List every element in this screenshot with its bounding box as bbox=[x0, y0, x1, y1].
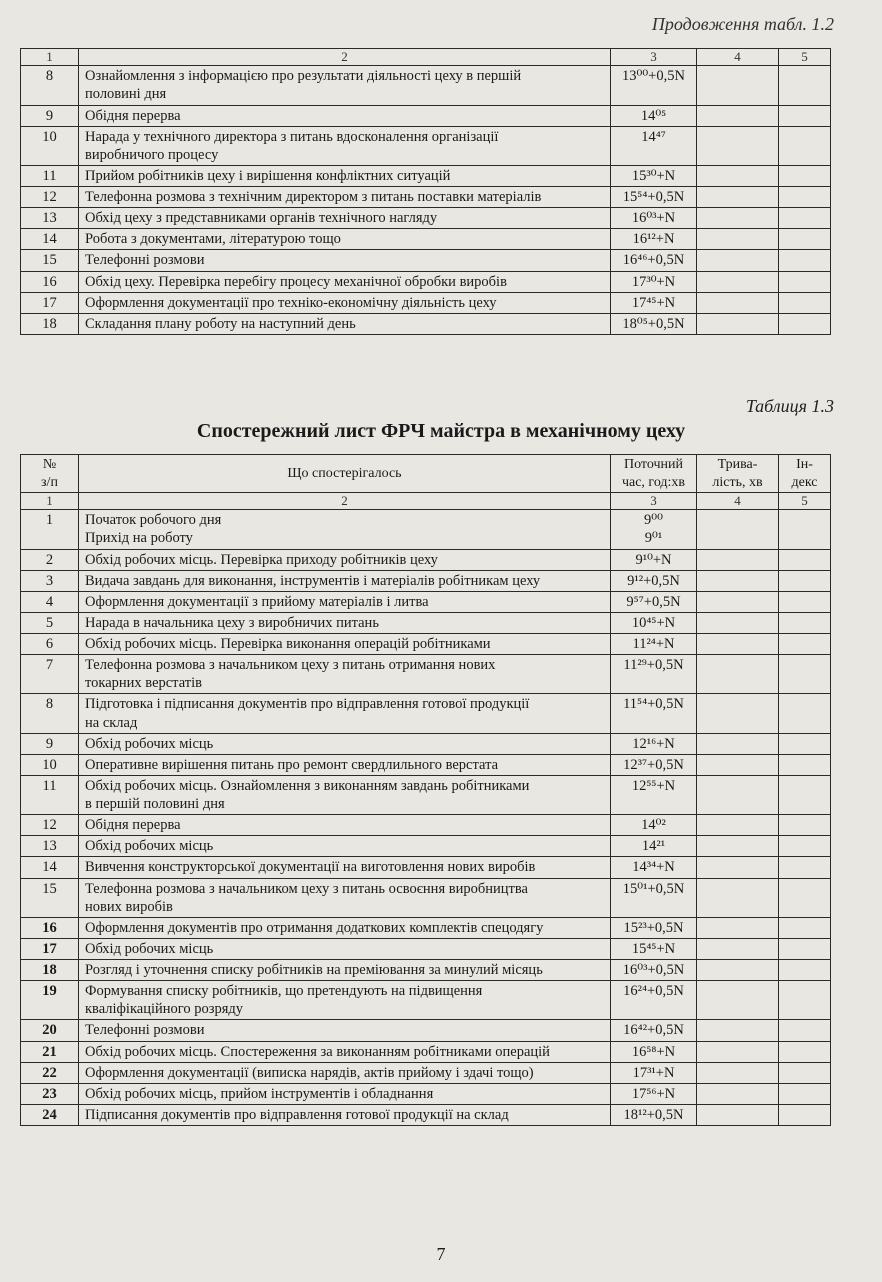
row-index bbox=[779, 981, 831, 1020]
row-number: 11 bbox=[21, 775, 79, 814]
row-number: 1 bbox=[21, 510, 79, 549]
row-duration bbox=[697, 105, 779, 126]
row-number: 10 bbox=[21, 126, 79, 165]
table-caption: Таблиця 1.3 bbox=[745, 396, 834, 416]
row-time: 17⁵⁶+N bbox=[611, 1083, 697, 1104]
row-number: 16 bbox=[21, 271, 79, 292]
row-time: 15⁴⁵+N bbox=[611, 938, 697, 959]
row-duration bbox=[697, 271, 779, 292]
row-time: 12¹⁶+N bbox=[611, 733, 697, 754]
table-row bbox=[21, 570, 831, 591]
row-description: Обхід робочих місць. Спостереження за виконанням робітниками операцій bbox=[79, 1041, 611, 1062]
table-row bbox=[21, 1062, 831, 1083]
row-duration bbox=[697, 694, 779, 733]
row-time: 10⁴⁵+N bbox=[611, 612, 697, 633]
row-time: 12³⁷+0,5N bbox=[611, 754, 697, 775]
row-description: Вивчення конструкторської документації на виготовлення нових виробів bbox=[79, 857, 611, 878]
row-duration bbox=[697, 754, 779, 775]
row-time: 14²¹ bbox=[611, 836, 697, 857]
row-duration bbox=[697, 733, 779, 754]
row-number: 14 bbox=[21, 857, 79, 878]
table-row bbox=[21, 775, 831, 814]
row-index bbox=[779, 187, 831, 208]
table-row bbox=[21, 208, 831, 229]
row-index bbox=[779, 591, 831, 612]
row-number: 23 bbox=[21, 1083, 79, 1104]
row-duration bbox=[697, 960, 779, 981]
row-description: Формування списку робітників, що претендують на підвищення кваліфікаційного розряду bbox=[79, 981, 611, 1020]
column-number: 3 bbox=[611, 49, 697, 66]
row-duration bbox=[697, 313, 779, 334]
row-number: 15 bbox=[21, 878, 79, 917]
row-index bbox=[779, 570, 831, 591]
table-row bbox=[21, 271, 831, 292]
row-time: 9⁵⁷+0,5N bbox=[611, 591, 697, 612]
header-duration: Трива- лість, хв bbox=[697, 455, 779, 493]
row-index bbox=[779, 1083, 831, 1104]
page-number: 7 bbox=[436, 1244, 446, 1264]
row-duration bbox=[697, 836, 779, 857]
row-duration bbox=[697, 815, 779, 836]
table-row bbox=[21, 612, 831, 633]
row-duration bbox=[697, 250, 779, 271]
row-time: 15⁵⁴+0,5N bbox=[611, 187, 697, 208]
row-duration bbox=[697, 1083, 779, 1104]
row-duration bbox=[697, 634, 779, 655]
column-number: 4 bbox=[697, 493, 779, 510]
row-duration bbox=[697, 655, 779, 694]
row-duration bbox=[697, 187, 779, 208]
continuation-label: Продовження табл. 1.2 bbox=[651, 14, 834, 34]
row-number: 6 bbox=[21, 634, 79, 655]
row-index bbox=[779, 960, 831, 981]
row-duration bbox=[697, 208, 779, 229]
column-number: 5 bbox=[779, 49, 831, 66]
row-time: 17³¹+N bbox=[611, 1062, 697, 1083]
row-number: 15 bbox=[21, 250, 79, 271]
table-row bbox=[21, 655, 831, 694]
row-description: Видача завдань для виконання, інструментів і матеріалів робітникам цеху bbox=[79, 570, 611, 591]
table-row bbox=[21, 981, 831, 1020]
table-row bbox=[21, 917, 831, 938]
row-number: 17 bbox=[21, 292, 79, 313]
row-index bbox=[779, 733, 831, 754]
table-row bbox=[21, 1020, 831, 1041]
row-duration bbox=[697, 229, 779, 250]
row-time: 16⁴²+0,5N bbox=[611, 1020, 697, 1041]
row-index bbox=[779, 105, 831, 126]
table-row bbox=[21, 187, 831, 208]
row-duration bbox=[697, 981, 779, 1020]
column-number: 2 bbox=[79, 493, 611, 510]
row-index bbox=[779, 775, 831, 814]
row-number: 13 bbox=[21, 836, 79, 857]
row-duration bbox=[697, 292, 779, 313]
row-description: Оформлення документації (виписка нарядів, актів прийому і здачі тощо) bbox=[79, 1062, 611, 1083]
row-index bbox=[779, 510, 831, 549]
table-row bbox=[21, 1104, 831, 1125]
column-number: 2 bbox=[79, 49, 611, 66]
row-index bbox=[779, 66, 831, 105]
row-number: 8 bbox=[21, 66, 79, 105]
row-description: Обхід робочих місць, прийом інструментів і обладнання bbox=[79, 1083, 611, 1104]
table-row bbox=[21, 694, 831, 733]
column-number: 4 bbox=[697, 49, 779, 66]
row-description: Оперативне вирішення питань про ремонт свердлильного верстата bbox=[79, 754, 611, 775]
row-description: Телефонні розмови bbox=[79, 250, 611, 271]
header-num: № з/п bbox=[21, 455, 79, 493]
row-description: Обідня перерва bbox=[79, 815, 611, 836]
row-duration bbox=[697, 66, 779, 105]
row-description: Обхід робочих місць bbox=[79, 733, 611, 754]
table-row bbox=[21, 733, 831, 754]
column-number-row bbox=[21, 493, 831, 510]
row-number: 22 bbox=[21, 1062, 79, 1083]
table-row bbox=[21, 1041, 831, 1062]
row-index bbox=[779, 165, 831, 186]
row-number: 12 bbox=[21, 815, 79, 836]
row-number: 4 bbox=[21, 591, 79, 612]
row-description: Початок робочого дня Прихід на роботу bbox=[79, 510, 611, 549]
row-index bbox=[779, 271, 831, 292]
column-number: 3 bbox=[611, 493, 697, 510]
row-time: 9¹²+0,5N bbox=[611, 570, 697, 591]
row-duration bbox=[697, 938, 779, 959]
table-row bbox=[21, 591, 831, 612]
row-time: 15³⁰+N bbox=[611, 165, 697, 186]
row-index bbox=[779, 634, 831, 655]
table-row bbox=[21, 960, 831, 981]
row-duration bbox=[697, 570, 779, 591]
row-time: 17³⁰+N bbox=[611, 271, 697, 292]
row-description: Складання плану роботу на наступний день bbox=[79, 313, 611, 334]
table-row bbox=[21, 634, 831, 655]
row-description: Обхід робочих місць bbox=[79, 938, 611, 959]
row-time: 9⁰⁰ 9⁰¹ bbox=[611, 510, 697, 549]
row-index bbox=[779, 1020, 831, 1041]
row-time: 17⁴⁵+N bbox=[611, 292, 697, 313]
row-duration bbox=[697, 1041, 779, 1062]
table-row bbox=[21, 66, 831, 105]
row-description: Телефонна розмова з начальником цеху з питань освоєння виробництва нових виробів bbox=[79, 878, 611, 917]
row-time: 13⁰⁰+0,5N bbox=[611, 66, 697, 105]
row-number: 16 bbox=[21, 917, 79, 938]
row-time: 11²⁴+N bbox=[611, 634, 697, 655]
row-description: Обхід цеху з представниками органів технічного нагляду bbox=[79, 208, 611, 229]
row-time: 15⁰¹+0,5N bbox=[611, 878, 697, 917]
row-index bbox=[779, 754, 831, 775]
row-duration bbox=[697, 165, 779, 186]
row-duration bbox=[697, 878, 779, 917]
header-observed: Що спостерігалось bbox=[79, 455, 611, 493]
row-index bbox=[779, 126, 831, 165]
row-number: 9 bbox=[21, 105, 79, 126]
column-number: 5 bbox=[779, 493, 831, 510]
row-index bbox=[779, 292, 831, 313]
row-index bbox=[779, 938, 831, 959]
row-time: 12⁵⁵+N bbox=[611, 775, 697, 814]
row-number: 20 bbox=[21, 1020, 79, 1041]
row-number: 7 bbox=[21, 655, 79, 694]
row-description: Робота з документами, літературою тощо bbox=[79, 229, 611, 250]
row-duration bbox=[697, 917, 779, 938]
row-description: Телефонні розмови bbox=[79, 1020, 611, 1041]
row-number: 19 bbox=[21, 981, 79, 1020]
table-row bbox=[21, 815, 831, 836]
row-description: Обідня перерва bbox=[79, 105, 611, 126]
row-description: Телефонна розмова з начальником цеху з питань отримання нових токарних верстатів bbox=[79, 655, 611, 694]
row-description: Оформлення документації про техніко-економічну діяльність цеху bbox=[79, 292, 611, 313]
observation-table-header bbox=[21, 455, 831, 510]
row-number: 17 bbox=[21, 938, 79, 959]
row-index bbox=[779, 836, 831, 857]
header-index: Ін- декс bbox=[779, 455, 831, 493]
row-time: 14⁴⁷ bbox=[611, 126, 697, 165]
row-index bbox=[779, 229, 831, 250]
table-row bbox=[21, 1083, 831, 1104]
row-description: Обхід цеху. Перевірка перебігу процесу механічної обробки виробів bbox=[79, 271, 611, 292]
header-current-time: Поточний час, год:хв bbox=[611, 455, 697, 493]
continuation-table bbox=[20, 48, 831, 335]
row-description: Прийом робітників цеху і вирішення конфліктних ситуацій bbox=[79, 165, 611, 186]
table-row bbox=[21, 250, 831, 271]
row-duration bbox=[697, 1020, 779, 1041]
table-row bbox=[21, 754, 831, 775]
row-index bbox=[779, 655, 831, 694]
table-row bbox=[21, 938, 831, 959]
row-time: 14³⁴+N bbox=[611, 857, 697, 878]
row-duration bbox=[697, 612, 779, 633]
row-index bbox=[779, 857, 831, 878]
row-index bbox=[779, 612, 831, 633]
row-index bbox=[779, 694, 831, 733]
row-description: Обхід робочих місць. Перевірка виконання операцій робітниками bbox=[79, 634, 611, 655]
row-number: 2 bbox=[21, 549, 79, 570]
row-index bbox=[779, 1104, 831, 1125]
row-duration bbox=[697, 549, 779, 570]
row-description: Нарада у технічного директора з питань вдосконалення організації виробничого процесу bbox=[79, 126, 611, 165]
row-index bbox=[779, 917, 831, 938]
row-number: 14 bbox=[21, 229, 79, 250]
header-row bbox=[21, 455, 831, 493]
row-number: 9 bbox=[21, 733, 79, 754]
row-index bbox=[779, 1041, 831, 1062]
table-row bbox=[21, 292, 831, 313]
row-duration bbox=[697, 126, 779, 165]
row-description: Обхід робочих місць. Перевірка приходу робітників цеху bbox=[79, 549, 611, 570]
row-time: 14⁰⁵ bbox=[611, 105, 697, 126]
row-duration bbox=[697, 591, 779, 612]
row-time: 16⁵⁸+N bbox=[611, 1041, 697, 1062]
row-index bbox=[779, 878, 831, 917]
row-index bbox=[779, 250, 831, 271]
row-duration bbox=[697, 1062, 779, 1083]
observation-table bbox=[20, 454, 831, 1126]
row-number: 12 bbox=[21, 187, 79, 208]
row-duration bbox=[697, 857, 779, 878]
continuation-table-body bbox=[21, 49, 831, 335]
table-row bbox=[21, 549, 831, 570]
row-number: 3 bbox=[21, 570, 79, 591]
row-description: Підготовка і підписання документів про відправлення готової продукції на склад bbox=[79, 694, 611, 733]
row-number: 11 bbox=[21, 165, 79, 186]
row-number: 5 bbox=[21, 612, 79, 633]
row-time: 11²⁹+0,5N bbox=[611, 655, 697, 694]
row-time: 15²³+0,5N bbox=[611, 917, 697, 938]
row-time: 11⁵⁴+0,5N bbox=[611, 694, 697, 733]
row-time: 18¹²+0,5N bbox=[611, 1104, 697, 1125]
row-index bbox=[779, 549, 831, 570]
row-index bbox=[779, 1062, 831, 1083]
table-row bbox=[21, 510, 831, 549]
row-number: 18 bbox=[21, 313, 79, 334]
table-row bbox=[21, 313, 831, 334]
column-number: 1 bbox=[21, 493, 79, 510]
row-number: 21 bbox=[21, 1041, 79, 1062]
row-description: Розгляд і уточнення списку робітників на преміювання за минулий місяць bbox=[79, 960, 611, 981]
row-time: 9¹⁰+N bbox=[611, 549, 697, 570]
row-description: Телефонна розмова з технічним директором з питань поставки матеріалів bbox=[79, 187, 611, 208]
row-duration bbox=[697, 775, 779, 814]
row-number: 8 bbox=[21, 694, 79, 733]
table-row bbox=[21, 229, 831, 250]
row-index bbox=[779, 313, 831, 334]
row-time: 16²⁴+0,5N bbox=[611, 981, 697, 1020]
table-row bbox=[21, 836, 831, 857]
row-duration bbox=[697, 510, 779, 549]
row-time: 16⁰³+0,5N bbox=[611, 960, 697, 981]
row-index bbox=[779, 208, 831, 229]
row-number: 24 bbox=[21, 1104, 79, 1125]
row-number: 13 bbox=[21, 208, 79, 229]
row-time: 16⁴⁶+0,5N bbox=[611, 250, 697, 271]
column-number-row bbox=[21, 49, 831, 66]
row-time: 16⁰³+N bbox=[611, 208, 697, 229]
row-time: 14⁰² bbox=[611, 815, 697, 836]
row-index bbox=[779, 815, 831, 836]
row-description: Обхід робочих місць bbox=[79, 836, 611, 857]
observation-table-body bbox=[21, 510, 831, 1126]
table-row bbox=[21, 105, 831, 126]
row-description: Підписання документів про відправлення готової продукції на склад bbox=[79, 1104, 611, 1125]
table-title: Спостережний лист ФРЧ майстра в механічному цеху bbox=[196, 420, 686, 442]
table-row bbox=[21, 878, 831, 917]
row-description: Обхід робочих місць. Ознайомлення з виконанням завдань робітниками в першій половині дня bbox=[79, 775, 611, 814]
row-duration bbox=[697, 1104, 779, 1125]
row-time: 18⁰⁵+0,5N bbox=[611, 313, 697, 334]
row-description: Ознайомлення з інформацією про результати діяльності цеху в першій половині дня bbox=[79, 66, 611, 105]
row-description: Нарада в начальника цеху з виробничих питань bbox=[79, 612, 611, 633]
row-number: 10 bbox=[21, 754, 79, 775]
table-row bbox=[21, 857, 831, 878]
table-row bbox=[21, 126, 831, 165]
row-description: Оформлення документації з прийому матеріалів і литва bbox=[79, 591, 611, 612]
row-time: 16¹²+N bbox=[611, 229, 697, 250]
table-row bbox=[21, 165, 831, 186]
column-number: 1 bbox=[21, 49, 79, 66]
row-number: 18 bbox=[21, 960, 79, 981]
row-description: Оформлення документів про отримання додаткових комплектів спецодягу bbox=[79, 917, 611, 938]
